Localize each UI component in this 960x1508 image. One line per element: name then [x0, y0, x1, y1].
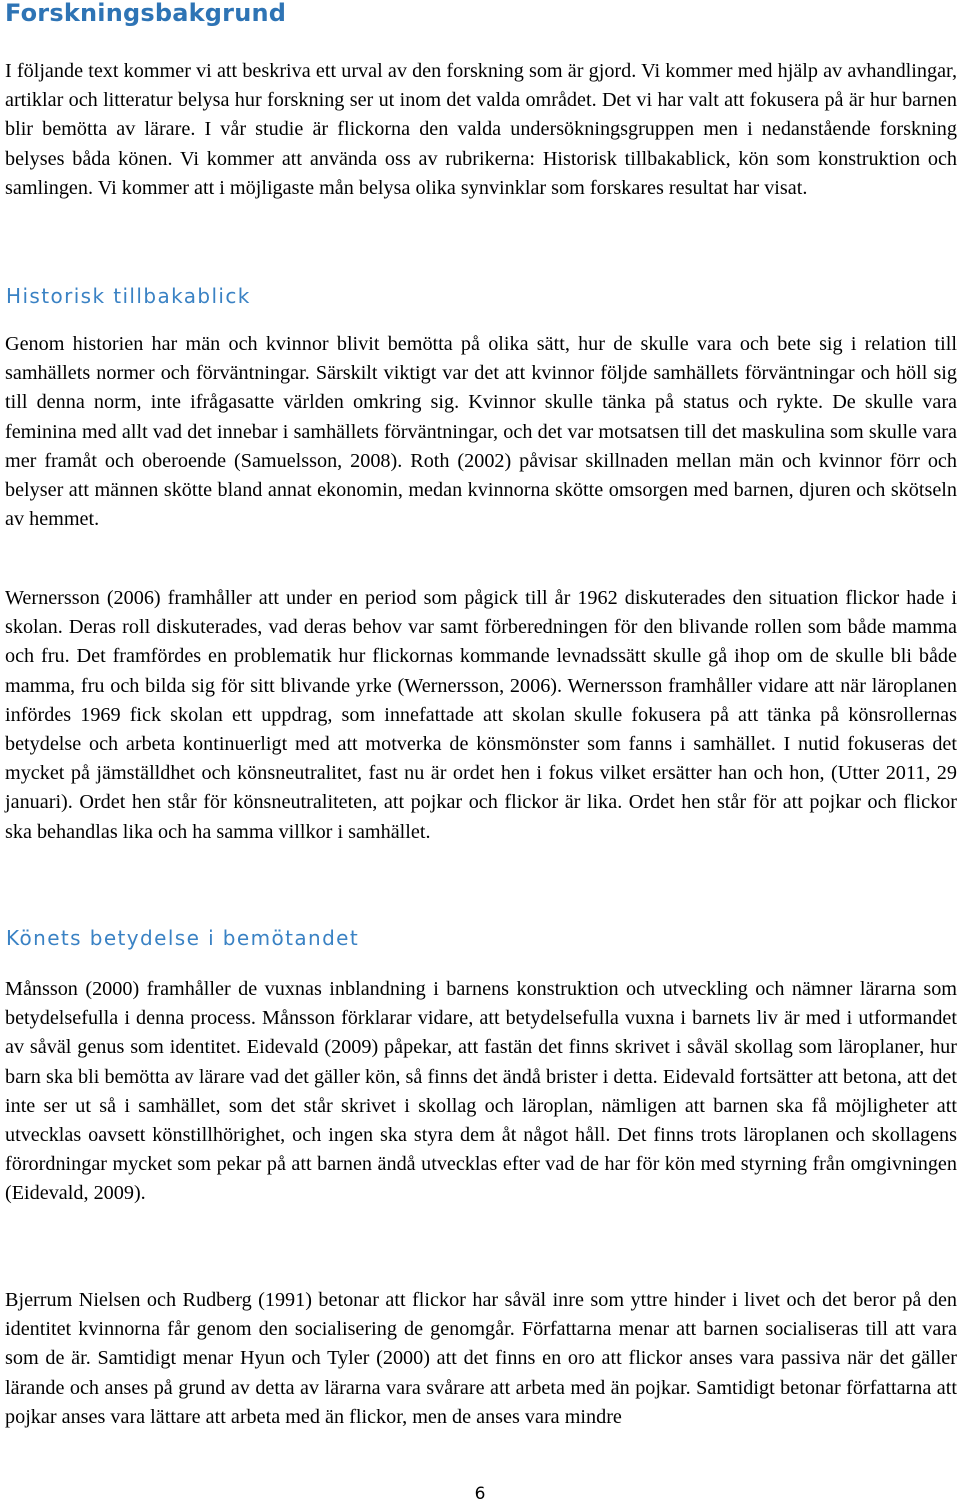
body-paragraph: Månsson (2000) framhåller de vuxnas inblandning i barnens konstruktion och utveckling och nämner lärarna som betydelsefulla i denna process. Månsson förklarar vidare, att betydelsefulla vuxna i barnets liv är med i utformandet av såväl genus som identitet. Eidevald (2009) påpekar, att fastän det finns skrivet i såväl skollag som läroplaner, hur barn ska bli bemötta av lärare vad det gäller kön, så finns det ändå brister i detta. Eidevald fortsätter att betona, att det inte ser ut så i samhället, som det står skrivet i skollag och läroplan, nämligen att barnen ska få möjligheter att utvecklas oavsett könstillhörighet, och ingen ska styra dem åt något håll. Det finns trots läroplanen och skollagens förordningar mycket som pekar på att barnen ändå utvecklas efter vad de har för kön med styrning från omgivningen (Eidevald, 2009). [5, 978, 957, 1205]
body-paragraph: Wernersson (2006) framhåller att under en period som pågick till år 1962 diskuterades den situation flickor hade i skolan. Deras roll diskuterades, vad deras behov var samt förberedningen för den blivande rollen som både mamma och fru. Det framfördes en problematik hur flickornas kommande levnadssätt skulle gå ihop om de skulle bli både mamma, fru och bilda sig för sitt blivande yrke (Wernersson, 2006). Wernersson framhåller vidare att när läroplanen infördes 1969 fick skolan ett uppdrag, som innefattade att skolan skulle fokusera på att tänka på könsrollernas betydelse och arbeta kontinuerligt med att motverka de könsmönster som fanns i samhället. I nutid fokuseras det mycket på jämställdhet och könsneutralitet, fast nu är ordet hen i fokus vilket ersätter han och hon, (Utter 2011, 29 januari). Ordet hen står för könsneutraliteten, att pojkar och flickor är lika. Ordet hen står för att pojkar och flickor ska behandlas lika och ha samma villkor i samhället. [5, 587, 957, 843]
body-paragraph: Genom historien har män och kvinnor blivit bemötta på olika sätt, hur de skulle vara och bete sig i relation till samhällets normer och förväntningar. Särskilt viktigt var det att kvinnor följde samhällets förväntningar och höll sig till denna norm, inte ifrågasatte världen omkring sig. Kvinnor skulle tänka på status och rykte. De skulle vara feminina med allt vad det innebar i samhällets förväntningar, och det var motsatsen till det maskulina som skulle vara mer framåt och oberoende (Samuelsson, 2008). Roth (2002) påvisar skillnaden mellan män och kvinnor förr och belyser att männen skötte bland annat ekonomin, medan kvinnorna skötte omsorgen med barnen, djuren och skötseln av hemmet. [5, 333, 957, 531]
intro-paragraph: I följande text kommer vi att beskriva ett urval av den forskning som är gjord. Vi kommer med hjälp av avhandlingar, artiklar och litteratur belysa hur forskning ser ut inom det valda området. Det vi har valt att fokusera på är hur barnen blir bemötta av lärare. I vår studie är flickorna den valda undersökningsgruppen men i nedanstående forskning belyses båda könen. Vi kommer att använda oss av rubrikerna: Historisk tillbakablick, kön som konstruktion och samlingen. Vi kommer att i möjligaste mån belysa olika synvinklar som forskares resultat har visat. [5, 60, 957, 199]
page-number: 6 [474, 1484, 486, 1504]
body-paragraph: Bjerrum Nielsen och Rudberg (1991) betonar att flickor har såväl inre som yttre hinder i livet och det beror på den identitet kvinnorna får genom den socialisering de genomgår. Författarna menar att barnen socialiseras till att vara som de är. Samtidigt menar Hyun och Tyler (2000) att det finns en oro att flickor anses vara passiva när det gäller lärande och anses på grund av detta av lärarna vara svårare att arbeta med än pojkar. Samtidigt betonar författarna att pojkar anses vara lättare att arbeta med än flickor, men de anses vara mindre [5, 1289, 957, 1428]
section-heading-historisk: Historisk tillbakablick [6, 284, 251, 308]
section-heading-konets-betydelse: Könets betydelse i bemötandet [6, 926, 360, 950]
page-heading: Forskningsbakgrund [5, 0, 287, 27]
